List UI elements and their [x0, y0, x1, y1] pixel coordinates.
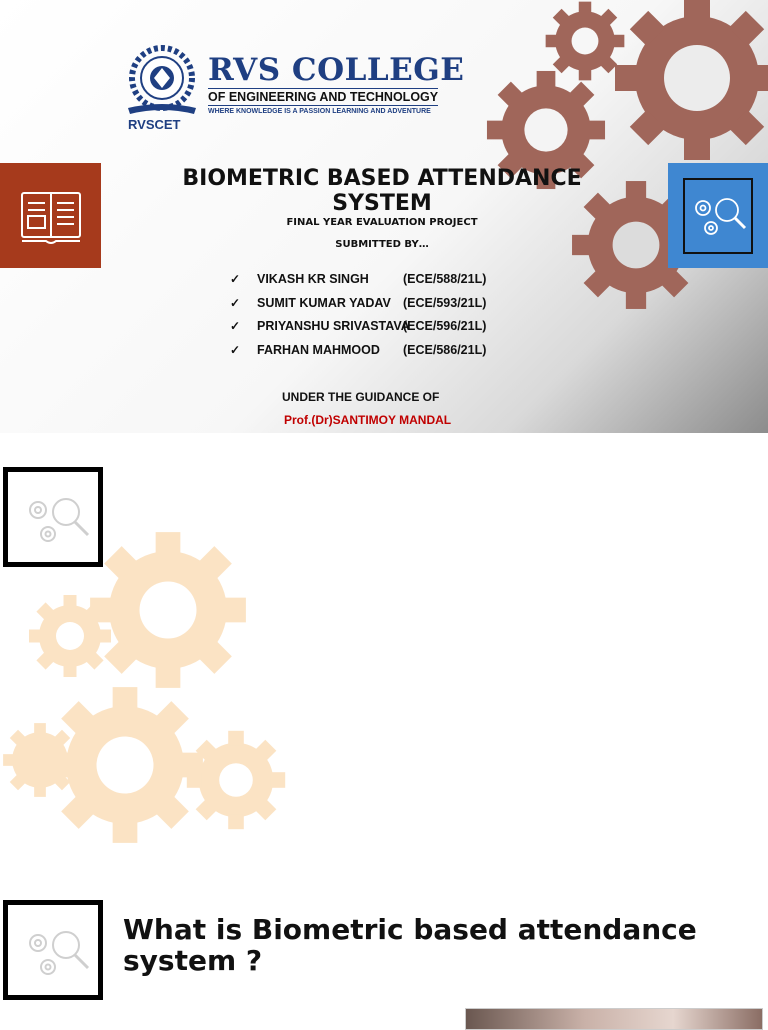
member-name: SUMIT KUMAR YADAV — [257, 296, 391, 310]
member-name: FARHAN MAHMOOD — [257, 343, 380, 357]
member-roll: (ECE/593/21L) — [403, 296, 487, 310]
submitted-by-label: SUBMITTED BY… — [335, 239, 429, 250]
member-row — [230, 319, 486, 333]
guide-name: Prof.(Dr)SANTIMOY MANDAL — [284, 413, 452, 427]
member-row — [230, 272, 486, 286]
gear-small — [546, 2, 625, 81]
book-icon — [0, 163, 101, 268]
college-abbr: RVSCET — [128, 117, 181, 132]
college-emblem-icon — [118, 42, 206, 122]
slide-icon-frame — [3, 900, 103, 1000]
gear-large — [615, 0, 768, 160]
college-subtitle: OF ENGINEERING AND TECHNOLOGY — [208, 90, 439, 104]
member-roll: (ECE/588/21L) — [403, 272, 487, 286]
slide-icon-frame — [3, 467, 103, 567]
check-icon: ✓ — [230, 272, 241, 286]
gears-search-icon — [685, 180, 751, 252]
project-type: FINAL YEAR EVALUATION PROJECT — [286, 217, 478, 228]
member-name: PRIYANSHU SRIVASTAVA — [257, 319, 410, 333]
slide-heading: What is Biometric based attendance system ? — [123, 913, 697, 977]
guidance-label: UNDER THE GUIDANCE OF — [282, 390, 440, 404]
gears-search-tile — [668, 163, 768, 268]
gears-search-icon — [8, 472, 98, 562]
title-slide — [0, 0, 768, 433]
college-name: RVS COLLEGE — [208, 52, 465, 88]
project-title: BIOMETRIC BASED ATTENDANCE SYSTEM — [182, 166, 582, 216]
search-frame — [683, 178, 753, 254]
gears-search-icon — [8, 905, 98, 995]
check-icon: ✓ — [230, 343, 241, 357]
member-roll: (ECE/596/21L) — [403, 319, 487, 333]
fingerprint-photo — [465, 1008, 763, 1030]
member-row — [230, 296, 486, 310]
college-tagline: WHERE KNOWLEDGE IS A PASSION LEARNING AND ADVENTURE — [208, 108, 431, 115]
decorative-gears-faded — [0, 440, 768, 860]
member-roll: (ECE/586/21L) — [403, 343, 487, 357]
member-row — [230, 343, 486, 357]
check-icon: ✓ — [230, 319, 241, 333]
problems-slide — [0, 440, 768, 860]
member-name: VIKASH KR SINGH — [257, 272, 369, 286]
book-tile — [0, 163, 101, 268]
check-icon: ✓ — [230, 296, 241, 310]
